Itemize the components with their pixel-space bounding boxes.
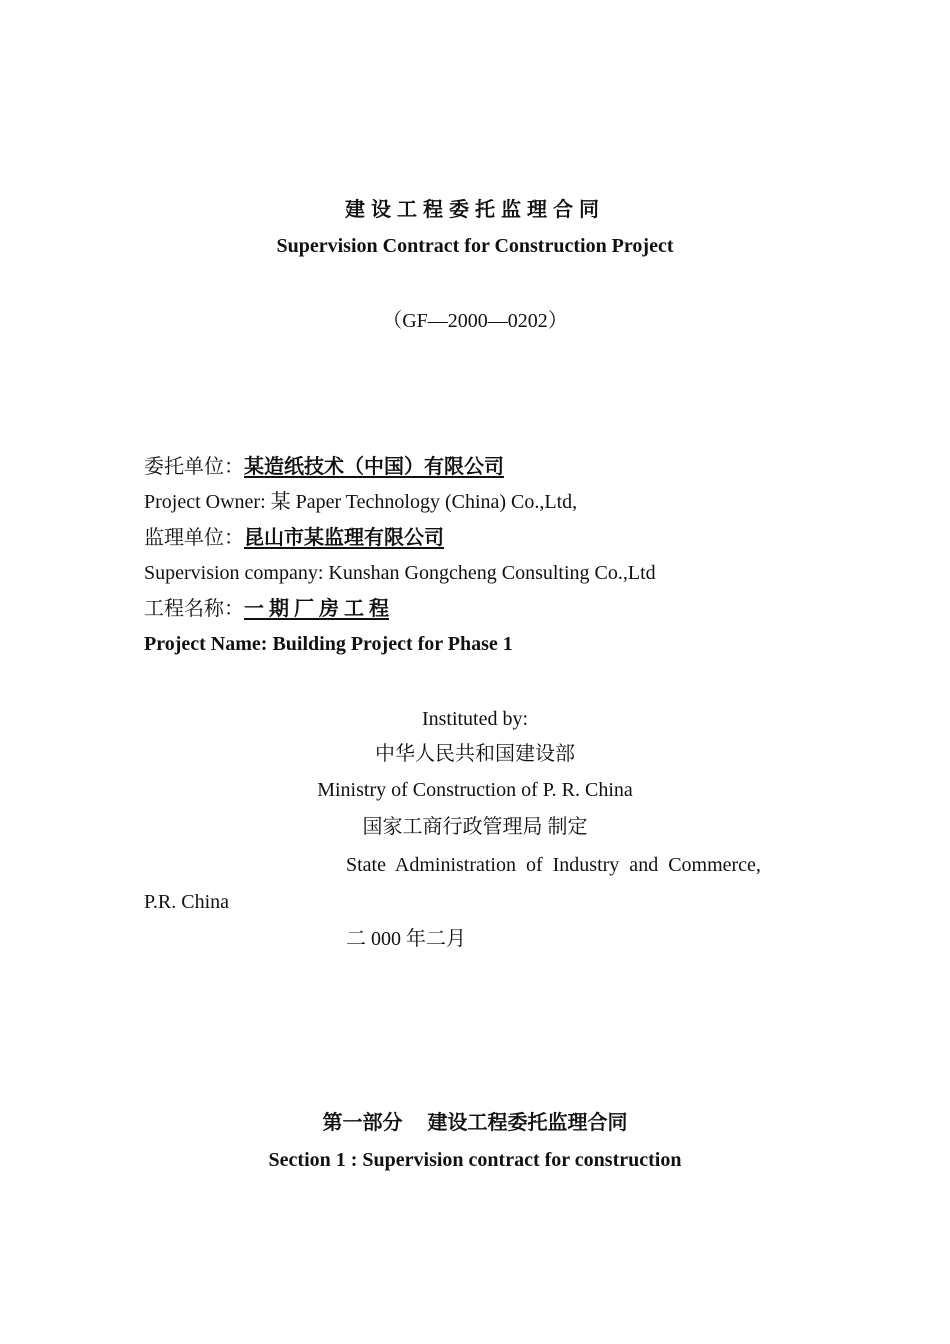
owner-value: 某造纸技术（中国）有限公司 — [244, 456, 504, 478]
title-cn: 建设工程委托监理合同 — [345, 199, 605, 221]
supervisor-label: 监理单位： — [144, 527, 244, 549]
owner-label: 委托单位： — [144, 456, 244, 478]
project-label: 工程名称： — [144, 598, 244, 620]
supervisor-line-cn — [144, 525, 444, 551]
ministry-en: Ministry of Construction of P. R. China — [317, 779, 633, 801]
owner-line-en: Project Owner: 某 Paper Technology (China) Co.,Ltd, — [144, 491, 578, 513]
section-title-en: Section 1 : Supervision contract for construction — [268, 1149, 682, 1171]
section-title-cn: 第一部分 建设工程委托监理合同 — [322, 1112, 628, 1134]
owner-line-cn — [144, 454, 504, 480]
admin-cn: 国家工商行政管理局 制定 — [362, 816, 588, 838]
ministry-cn: 中华人民共和国建设部 — [375, 743, 575, 765]
project-line-en: Project Name: Building Project for Phase 1 — [144, 633, 513, 655]
admin-en-line1: State Administration of Industry and Commerce, — [346, 854, 761, 876]
admin-en-line2: P.R. China — [144, 891, 230, 913]
supervisor-line-en: Supervision company: Kunshan Gongcheng Consulting Co.,Ltd — [144, 562, 656, 584]
instituted-by: Instituted by: — [421, 708, 529, 730]
project-value: 一 期 厂 房 工 程 — [244, 598, 389, 620]
issue-date: 二 000 年二月 — [346, 928, 466, 950]
title-en: Supervision Contract for Construction Project — [276, 235, 674, 257]
project-line-cn — [144, 596, 389, 622]
supervisor-value: 昆山市某监理有限公司 — [244, 527, 444, 549]
contract-code: （GF—2000—0202） — [382, 310, 568, 332]
